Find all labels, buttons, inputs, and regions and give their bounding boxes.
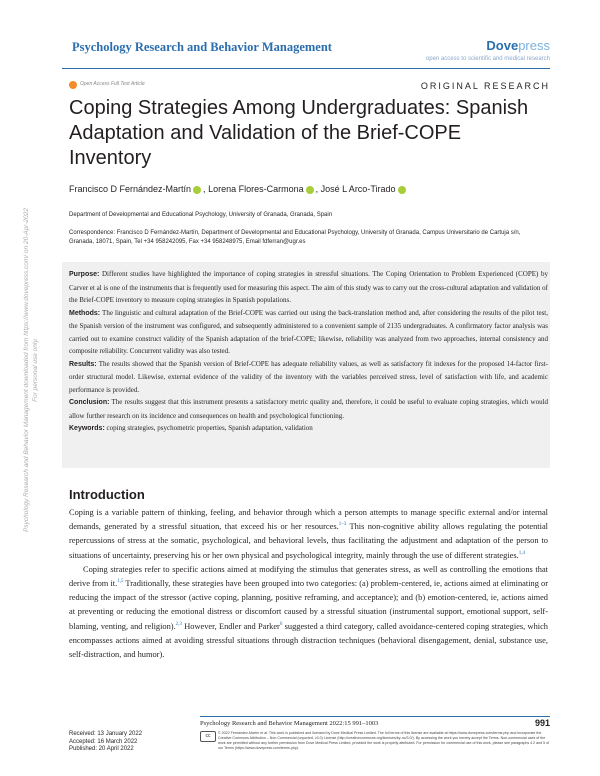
header-rule: [62, 68, 550, 69]
download-watermark: [2, 150, 42, 590]
paragraph: [69, 506, 548, 563]
text-run: Traditionally, these strategies have been grouped into two categories: (a) problem-centered, ie, actions aimed at eliminating or reducing the impact of the stressor (active coping, planning, positive reframing, and acceptance); and (b) emotion-centered, ie, actions aimed at preventing or reducing the emotional distress or discomfort caused by a stressful situation (instrumental support, emotional support, self-blaming, venting, and religion).: [69, 579, 549, 631]
open-access-icon: [69, 81, 77, 89]
footer-rule: [200, 716, 550, 717]
methods-label: Methods:: [69, 309, 101, 317]
keywords-label: Keywords:: [69, 425, 105, 432]
author-name[interactable]: José L Arco-Tirado: [320, 184, 396, 194]
watermark-text: [22, 150, 40, 590]
received-date: Received: 13 January 2022: [69, 731, 143, 737]
article-title: Coping Strategies Among Undergraduates: Spanish Adaptation and Validation of the Brief-COPE Inventory: [69, 97, 529, 169]
license-text: © 2022 Fernández-Martín et al. This work is published and licensed by Dove Medical Press Limited. The full terms of this license are available at https://www.dovepress.com/terms.php and incorporate the Creative Commons Attribution – Non Commercial (unported, v3.0) License (http://creativecommons.org/licenses/by-nc/3.0/). By accessing the work you hereby accept the Terms. Non-commercial uses of the work are permitted without any further permission from Dove Medical Press Limited, provided the work is properly attributed. For permission for commercial use of this work, please see paragraphs 4.2 and 5 of our Terms (https://www.dovepress.com/terms.php).: [218, 731, 550, 750]
accepted-date: Accepted: 16 March 2022: [69, 738, 138, 745]
article-type: ORIGINAL RESEARCH: [420, 81, 550, 91]
results-label: Results:: [69, 360, 97, 368]
purpose-text: Different studies have highlighted the importance of coping strategies in stressful situations. The Coping Orientation to Problem Experienced (COPE) by Carver et al is one of the instruments that is frequently used for measuring this aspect. The aim of this study was to carry out the cross-cultural adaptation and validation of the Brief-COPE inventory to measure coping strategies in Spanish populations.: [69, 270, 548, 304]
abstract-conclusion: [69, 396, 548, 422]
abstract-purpose: [69, 268, 548, 307]
purpose-label: Purpose:: [69, 271, 100, 278]
article-dates: [69, 731, 142, 754]
publisher-sub: press: [518, 38, 550, 53]
results-text: The results showed that the Spanish version of Brief-COPE has adequate reliability values, as well as satisfactory fit indexes for the proposed 14-factor first-order structural model. Likewise, external evidence of the validity of the inventory with the variables perceived stress, level of satisfaction with life, and academic performance is provided.: [69, 359, 549, 394]
orcid-icon[interactable]: [306, 186, 314, 194]
publisher-main: Dove: [486, 38, 519, 53]
author-name[interactable]: Lorena Flores-Carmona: [208, 184, 304, 194]
publisher-logo: [486, 38, 550, 53]
abstract: [69, 268, 548, 436]
text-run: However, Endler and Parker: [181, 621, 280, 631]
text-run: Coping is a variable pattern of thinking, feeling, and behavior through which a person attempts to manage specific external and/or internal demands, generated by a stressful situation, that exceed his or her resources.: [69, 508, 548, 532]
section-heading: Introduction: [69, 487, 145, 502]
text-run: suggested a third category, called avoidance-centered coping strategies, which encompasses actions aimed at avoiding stressful situations through distraction techniques (behavioral disengagement, denial, substance use, self-distraction, and humor).: [69, 621, 548, 660]
reference-link[interactable]: 2,3: [175, 621, 182, 627]
affiliation: Department of Developmental and Educational Psychology, University of Granada, Granada, Spain: [69, 212, 333, 218]
text-run: Coping strategies refer to specific actions aimed at modifying the stimulus that generates stress, as well as controlling the emotions that derive from it.: [69, 564, 548, 589]
abstract-methods: [69, 307, 548, 358]
reference-link[interactable]: 1,5: [117, 579, 124, 585]
orcid-icon[interactable]: [193, 186, 201, 194]
cc-license-icon[interactable]: cc: [200, 731, 216, 742]
reference-link[interactable]: 6: [279, 621, 283, 627]
watermark-line: Psychology Research and Behavior Management downloaded from https://www.dovepress.com/ on 20-Apr-2022: [23, 208, 30, 532]
open-access-label: Open Access Full Text Article: [80, 81, 145, 87]
reference-link[interactable]: 1–3: [338, 522, 347, 528]
abstract-keywords: [69, 422, 548, 436]
author-list: Francisco D Fernández-Martín , Lorena Flores-Carmona , José L Arco-Tirado: [69, 184, 408, 194]
journal-name: Psychology Research and Behavior Management: [72, 40, 332, 54]
footer-citation: Psychology Research and Behavior Management 2022:15 991–1003: [200, 720, 379, 727]
text-run: This non-cognitive ability allows regulating the potential repercussions of stress at the somatic, psychological, and behavioral levels, thus facilitating the adjustment and adaptation of the person to situations of uncertainty, preserving his or her own physical and psychological integrity, mainly through the use of different strategies.: [69, 522, 548, 560]
orcid-icon[interactable]: [398, 186, 406, 194]
author-name[interactable]: Francisco D Fernández-Martín: [69, 184, 192, 194]
page-number: 991: [534, 718, 550, 728]
published-date: Published: 20 April 2022: [69, 746, 134, 752]
methods-text: The linguistic and cultural adaptation of the Brief-COPE was carried out using the back-translation method and, after considering the results of the pilot test, the Spanish version of the instrument was configured, and subsequently administered to a convenient sample of 2135 undergraduates. A confirmatory factor analysis was carried out to examine construct validity of the Spanish adaptation of the brief-COPE; likewise, reliability was analyzed from two approaches, internal consistency and composite reliability. Concurrent validity was also tested.: [69, 308, 548, 355]
publisher-tagline: open access to scientific and medical research: [425, 56, 550, 62]
conclusion-text: The results suggest that this instrument presents a satisfactory metric quality and, therefore, it could be useful to evaluate coping strategies, which would allow further research on its incidence and consequences on health and psychological functioning.: [69, 398, 549, 420]
keywords-text: coping strategies, psychometric properties, Spanish adaptation, validation: [106, 424, 313, 432]
correspondence: Correspondence: Francisco D Fernández-Martín, Department of Developmental and Educational Psychology, University of Granada, Campus Universitario de Cartuja s/n, Granada, 18071, Spain, Tel +34 958242095, Fax +34 958248975, Email fdferran@ugr.es: [69, 230, 521, 245]
watermark-line: For personal use only.: [32, 338, 39, 402]
conclusion-label: Conclusion:: [69, 399, 110, 406]
introduction-body: [69, 506, 548, 662]
paragraph: [69, 563, 548, 662]
reference-link[interactable]: 1,4: [518, 550, 525, 556]
abstract-results: [69, 358, 548, 397]
